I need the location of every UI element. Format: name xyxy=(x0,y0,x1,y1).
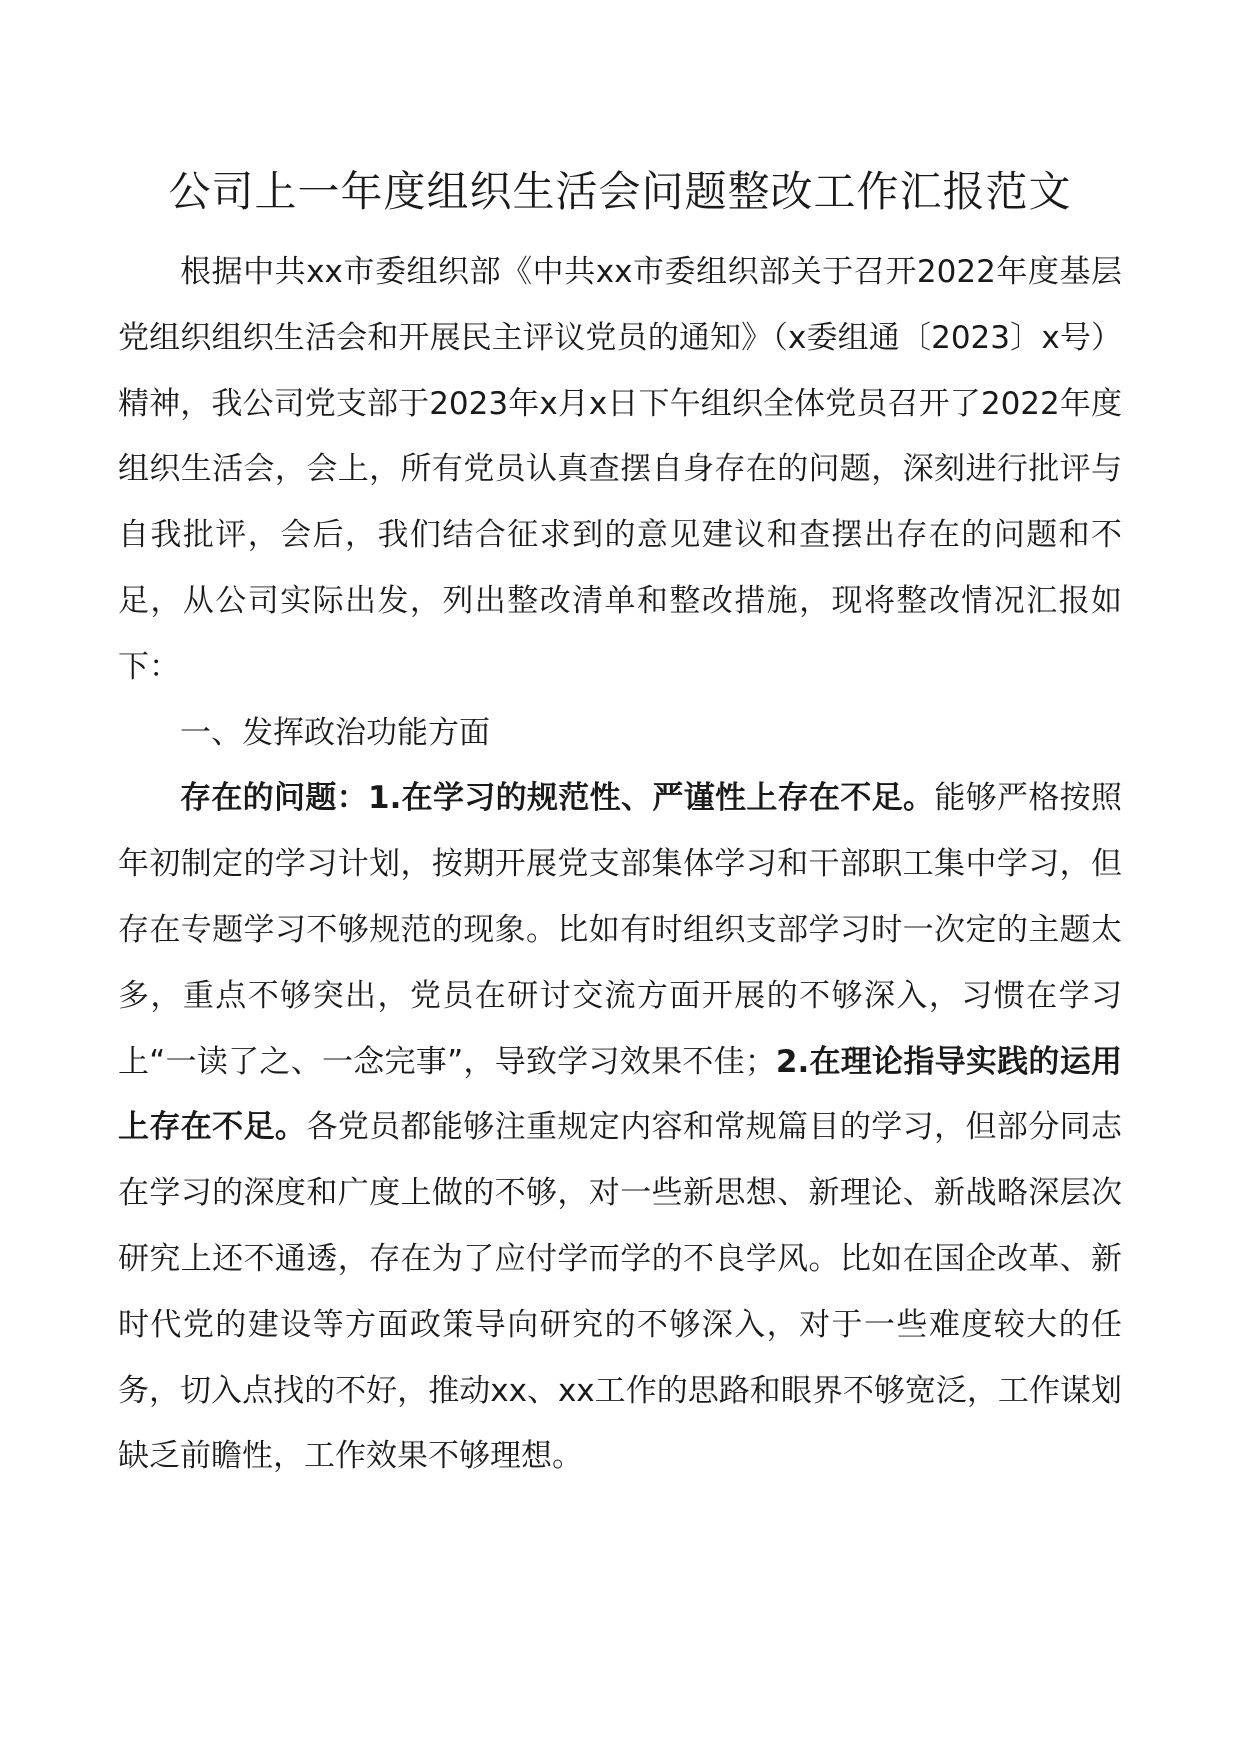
section-heading: 一、发挥政治功能方面 xyxy=(180,714,490,751)
problem-point-2: 2.在理论指导实践的运用上存在不足。 xyxy=(118,1043,1122,1146)
problem-lead: 存在的问题：1.在学习的规范性、严谨性上存在不足。 xyxy=(180,780,935,817)
problem-text-1: 能够严格按照年初制定的学习计划，按期开展党支部集体学习和干部职工集中学习，但存在专题学习不够规范的现象。比如有时组织支部学习时一次定的主题太多，重点不够突出，党员在研讨交流方面开展的不够深入，习惯在学习上“一读了之、一念完事”，导致学习效果不佳； xyxy=(118,780,1123,1080)
problem-text-2: 各党员都能够注重规定内容和常规篇目的学习，但部分同志在学习的深度和广度上做的不够，对一些新思想、新理论、新战略深层次研究上还不通透，存在为了应付学而学的不良学风。比如在国企改革、新时代党的建设等方面政策导向研究的不够深入，对于一些难度较大的任务，切入点找的不好，推动xx、xx工作的思路和眼界不够宽泛，工作谋划缺乏前瞻性，工作效果不够理想。 xyxy=(118,1109,1123,1475)
intro-paragraph: 根据中共xx市委组织部《中共xx市委组织部关于召开2022年度基层党组织组织生活会和开展民主评议党员的通知》（x委组通〔2023〕x号）精神，我公司党支部于2023年x月x日下午组织全体党员召开了2022年度组织生活会，会上，所有党员认真查摆自身存在的问题，深刻进行批评与自我批评，会后，我们结合征求到的意见建议和查摆出存在的问题和不足，从公司实际出发，列出整改清单和整改措施，现将整改情况汇报如下： xyxy=(118,254,1122,685)
document-title: 公司上一年度组织生活会问题整改工作汇报范文 xyxy=(168,167,1072,216)
document-body xyxy=(118,240,1122,1490)
problems-paragraph xyxy=(118,766,1122,1490)
